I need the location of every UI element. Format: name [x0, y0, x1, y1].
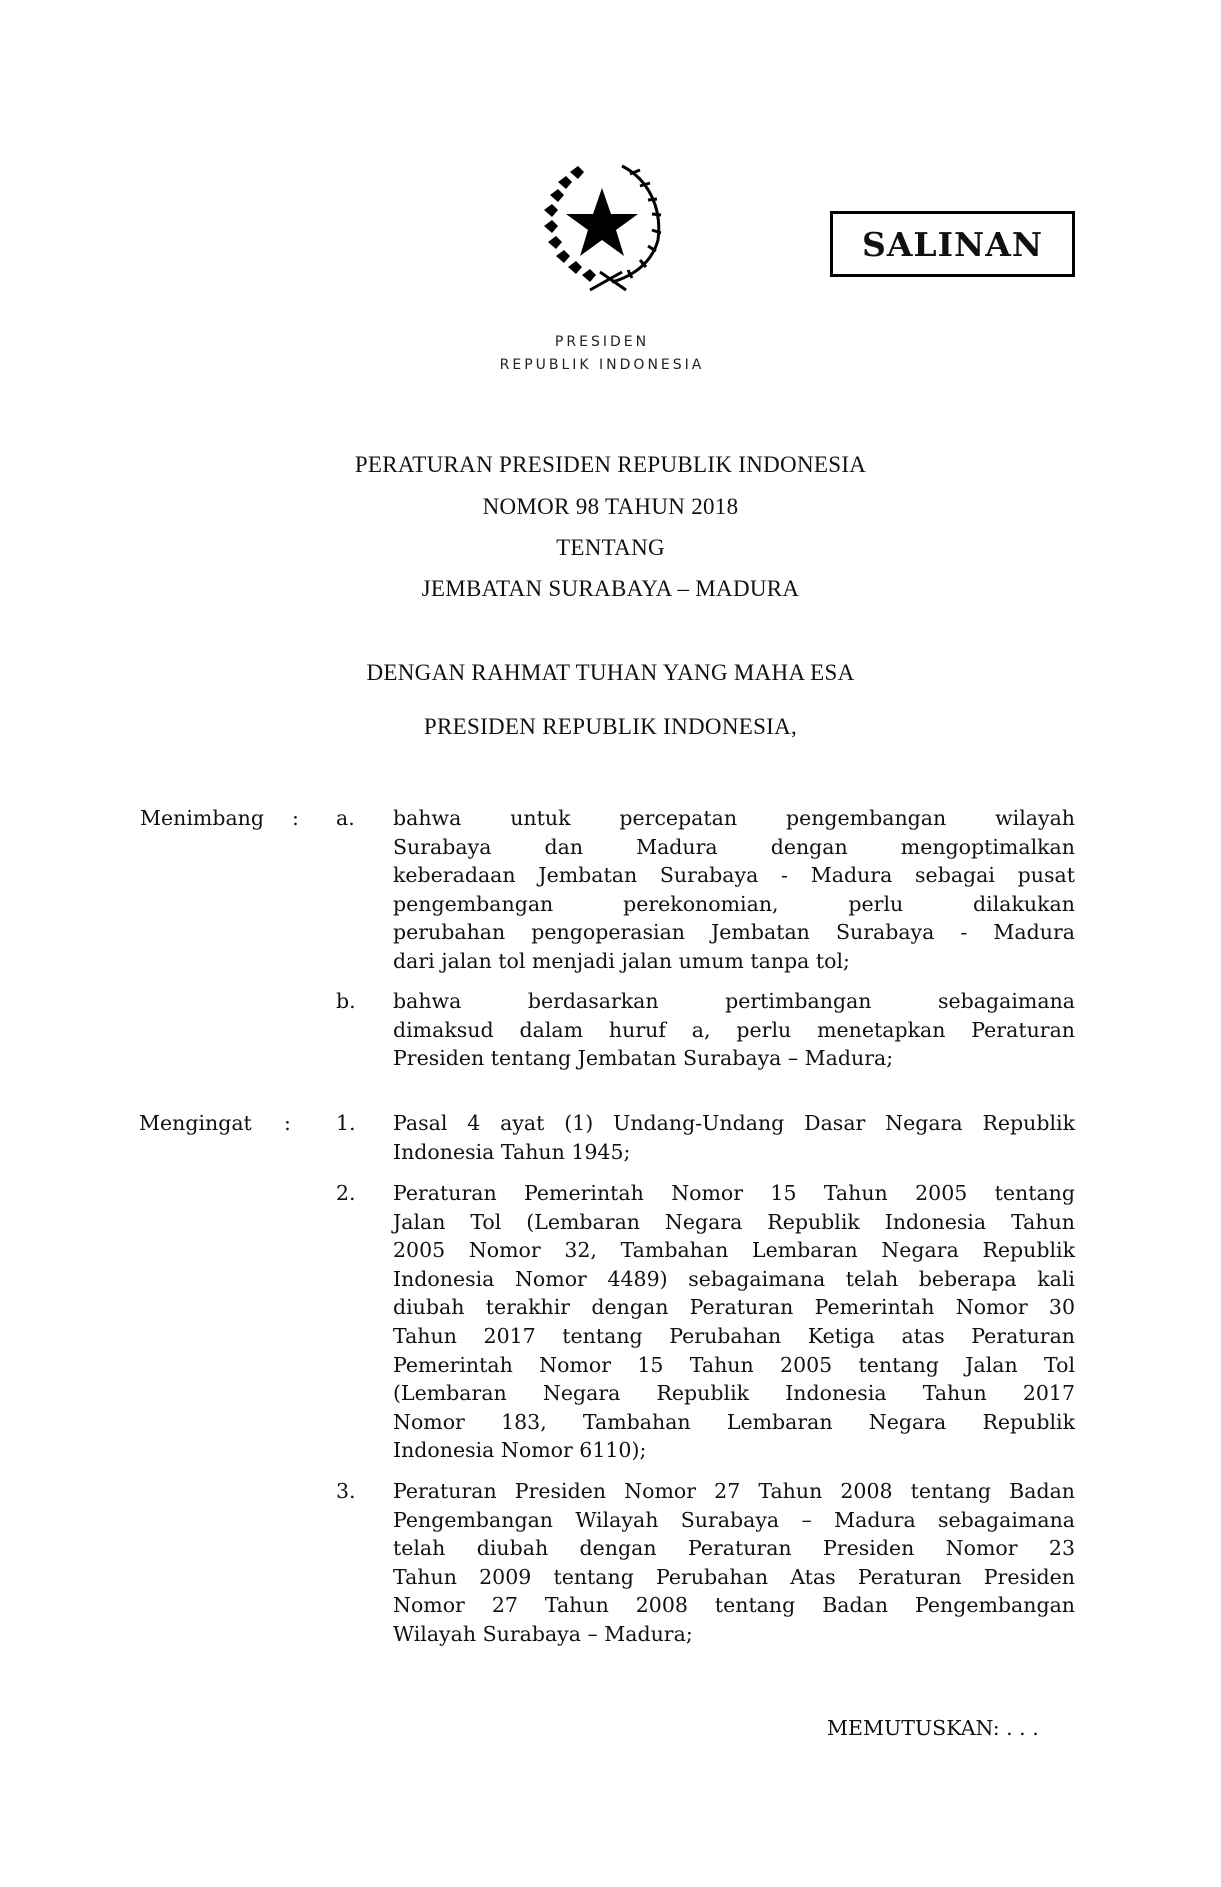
text-line: 2005 Nomor 32, Tambahan Lembaran Negara Republik — [393, 1238, 1075, 1263]
text-line: Indonesia Tahun 1945; — [393, 1139, 631, 1164]
regulation-subject: JEMBATAN SURABAYA – MADURA — [421, 576, 800, 601]
text-line: pengembangan perekonomian, perlu dilakukan — [393, 891, 1075, 916]
mengingat-colon: : — [284, 1111, 291, 1135]
text-line: bahwa untuk percepatan pengembangan wilayah — [393, 806, 1075, 830]
item-marker: 2. — [336, 1181, 356, 1205]
item-marker: 1. — [336, 1111, 356, 1135]
mengingat-item-2 — [393, 1179, 1075, 1465]
text-line: Nomor 27 Tahun 2008 tentang Badan Pengembangan — [393, 1593, 1075, 1618]
mengingat-label: Mengingat — [139, 1111, 252, 1135]
text-line: bahwa berdasarkan pertimbangan sebagaimana — [393, 989, 1075, 1013]
regulation-about-label: TENTANG — [556, 535, 665, 560]
page-continuation: MEMUTUSKAN: . . . — [827, 1716, 1039, 1740]
text-line: perubahan pengoperasian Jembatan Surabaya - Madura — [393, 920, 1075, 945]
text-line: Indonesia Nomor 6110); — [393, 1438, 647, 1463]
text-line: Pengembangan Wilayah Surabaya – Madura sebagaimana — [393, 1507, 1075, 1532]
institution-line-2: REPUBLIK INDONESIA — [499, 357, 705, 373]
text-line: Presiden tentang Jembatan Surabaya – Madura; — [393, 1046, 894, 1071]
text-line: Tahun 2009 tentang Perubahan Atas Peraturan Presiden — [393, 1564, 1075, 1589]
text-line: Peraturan Pemerintah Nomor 15 Tahun 2005 tentang — [393, 1181, 1075, 1205]
menimbang-item-b — [393, 987, 1075, 1073]
text-line: (Lembaran Negara Republik Indonesia Tahun 2017 — [393, 1381, 1075, 1406]
text-line: dari jalan tol menjadi jalan umum tanpa tol; — [393, 948, 850, 973]
text-line: diubah terakhir dengan Peraturan Pemerintah Nomor 30 — [393, 1295, 1075, 1320]
preamble-invocation: DENGAN RAHMAT TUHAN YANG MAHA ESA — [366, 660, 855, 685]
text-line: Wilayah Surabaya – Madura; — [393, 1621, 693, 1646]
text-line: Indonesia Nomor 4489) sebagaimana telah beberapa kali — [393, 1266, 1075, 1291]
text-line: Tahun 2017 tentang Perubahan Ketiga atas Peraturan — [393, 1323, 1075, 1348]
salinan-stamp: SALINAN — [830, 211, 1075, 277]
star-wreath-icon — [530, 150, 675, 295]
text-line: Nomor 183, Tambahan Lembaran Negara Republik — [393, 1409, 1075, 1434]
presidential-emblem — [530, 150, 675, 295]
item-marker: b. — [336, 989, 356, 1013]
text-line: Jalan Tol (Lembaran Negara Republik Indonesia Tahun — [393, 1209, 1075, 1234]
text-line: keberadaan Jembatan Surabaya - Madura sebagai pusat — [393, 863, 1075, 888]
institution-line-1: PRESIDEN — [554, 334, 650, 350]
text-line: Peraturan Presiden Nomor 27 Tahun 2008 tentang Badan — [393, 1479, 1075, 1503]
menimbang-label: Menimbang — [140, 806, 264, 830]
item-marker: 3. — [336, 1479, 356, 1503]
preamble-president: PRESIDEN REPUBLIK INDONESIA, — [423, 714, 798, 739]
mengingat-item-1 — [393, 1109, 1075, 1166]
menimbang-colon: : — [292, 806, 299, 830]
item-marker: a. — [336, 806, 355, 830]
text-line: Surabaya dan Madura dengan mengoptimalkan — [393, 834, 1075, 859]
menimbang-item-a — [393, 804, 1075, 976]
text-line: telah diubah dengan Peraturan Presiden Nomor 23 — [393, 1536, 1075, 1561]
regulation-title: PERATURAN PRESIDEN REPUBLIK INDONESIA — [354, 452, 867, 477]
text-line: dimaksud dalam huruf a, perlu menetapkan Peraturan — [393, 1017, 1075, 1042]
text-line: Pasal 4 ayat (1) Undang-Undang Dasar Negara Republik — [393, 1111, 1075, 1135]
text-line: Pemerintah Nomor 15 Tahun 2005 tentang Jalan Tol — [393, 1352, 1075, 1377]
regulation-number: NOMOR 98 TAHUN 2018 — [482, 494, 739, 519]
mengingat-item-3 — [393, 1477, 1075, 1649]
